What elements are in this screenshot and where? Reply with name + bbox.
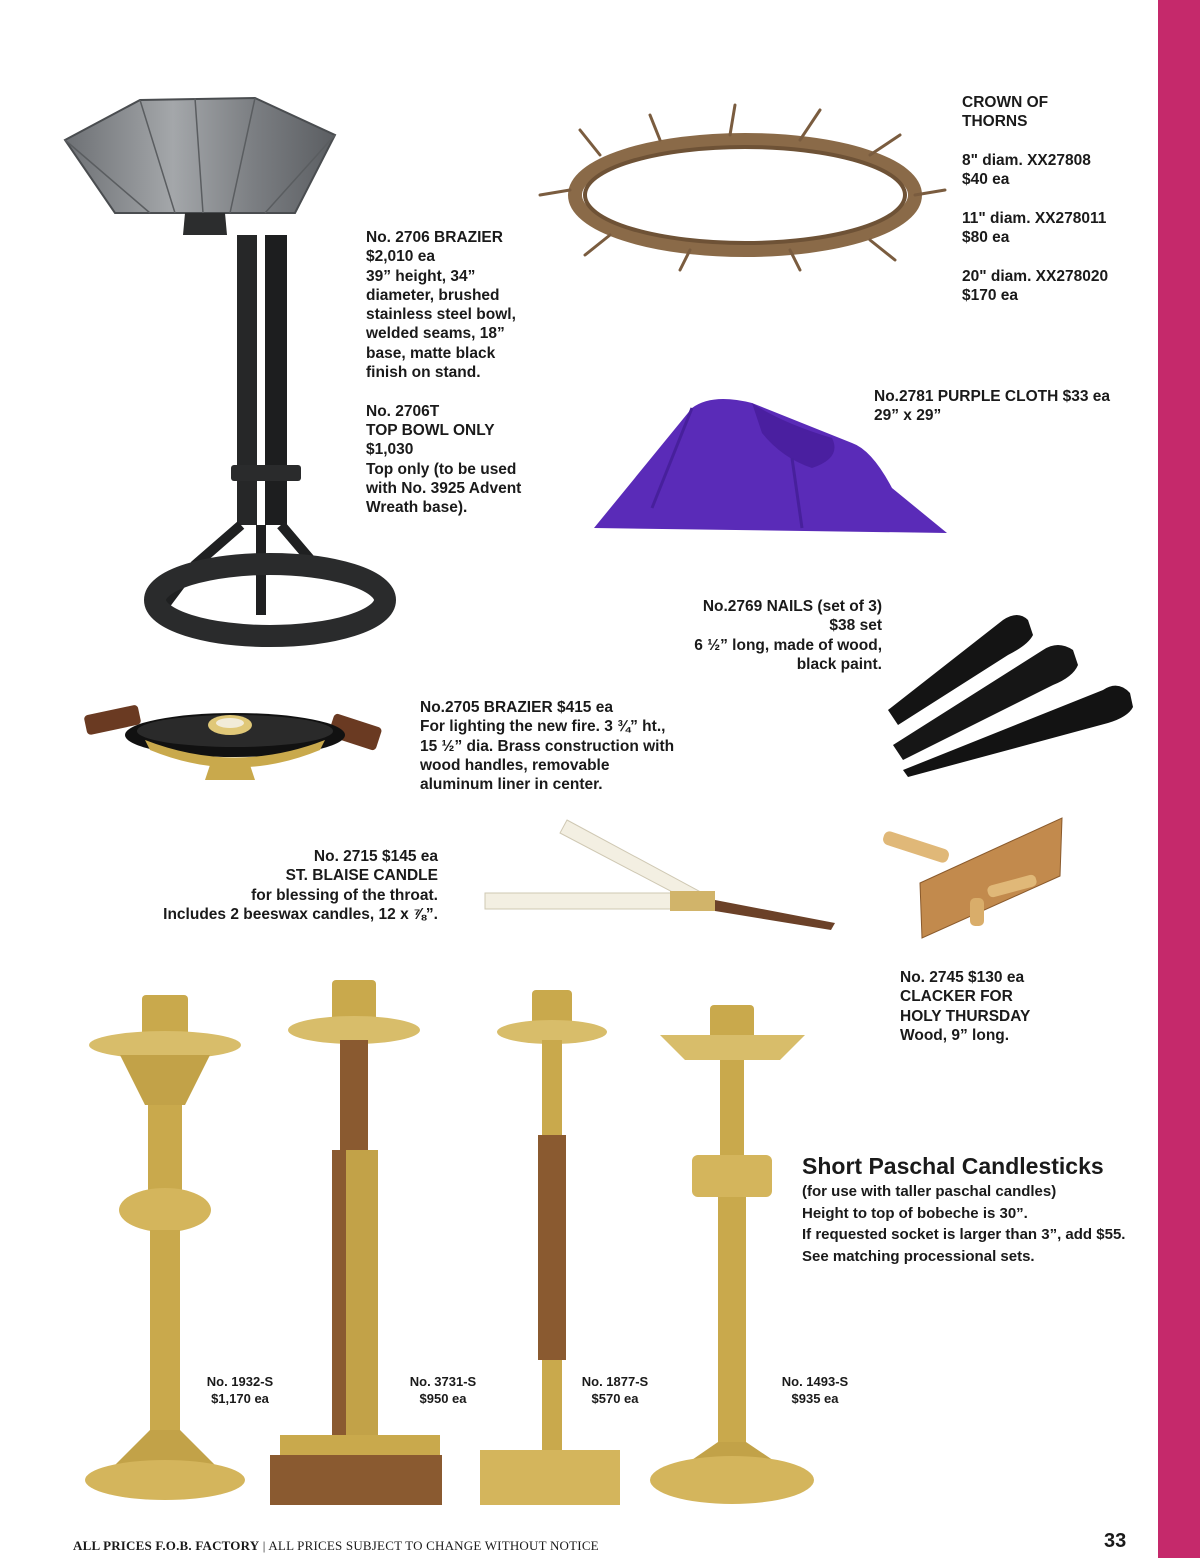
candlestick-1493-image [650,1005,820,1510]
page-number: 33 [1104,1530,1127,1552]
candlestick-1877-label: No. 1877-S $570 ea [581,1374,649,1406]
candlestick-1932-label: No. 1932-S $1,170 ea [206,1374,274,1406]
footer-notice: ALL PRICES SUBJECT TO CHANGE WITHOUT NOTICE [268,1538,599,1553]
crown-of-thorns-details: CROWN OF THORNS 8" diam. XX27808 $40 ea 11" diam. XX278011 $80 ea 20" diam. XX278020 $170 ea [962,94,1109,304]
accent-stripe [1158,0,1200,1558]
st-blaise-details: No. 2715 $145 ea ST. BLAISE CANDLE for blessing of the throat. Includes 2 beeswax candles, 12 x ⅞”. [163,848,438,923]
footer-separator: | [262,1538,266,1553]
st-blaise-candle-image [485,815,840,930]
brazier-2705-details: No.2705 BRAZIER $415 ea For lighting the new fire. 3 ¾” ht., 15 ½” dia. Brass construction with wood handles, removable aluminum liner in center. [420,699,675,794]
paschal-heading: Short Paschal Candlesticks [802,1153,1104,1179]
candlestick-3731-label: No. 3731-S $950 ea [409,1374,477,1406]
candlestick-3731-image [270,980,450,1510]
clacker-details: No. 2745 $130 ea CLACKER FOR HOLY THURSDAY Wood, 9” long. [900,969,1031,1044]
purple-cloth-details: No.2781 PURPLE CLOTH $33 ea 29” x 29” [874,388,1111,425]
paschal-details: (for use with taller paschal candles) Height to top of bobeche is 30”. If requested socket is larger than 3”, add $55. See matching processional sets. [802,1183,1126,1265]
candlestick-1932-image [80,995,260,1510]
candlestick-1493-label: No. 1493-S $935 ea [781,1374,849,1406]
footer-fob: ALL PRICES F.O.B. FACTORY [73,1538,260,1553]
clacker-image [882,818,1072,943]
brazier-2706-image [55,95,345,645]
brazier-2705-image [85,695,385,795]
footer [73,1538,599,1554]
nails-details: No.2769 NAILS (set of 3) $38 set 6 ½” long, made of wood, black paint. [694,598,882,673]
candlestick-1877-image [480,990,630,1510]
crown-of-thorns-image [540,95,950,275]
brazier-2706-details: No. 2706 BRAZIER $2,010 ea 39” height, 34” diameter, brushed stainless steel bowl, welded seams, 18” base, matte black finish on stand. No. 2706T TOP BOWL ONLY $1,030 Top only (to be used with No. 3925 Advent Wreath base). [366,229,522,517]
nails-image [878,605,1138,780]
